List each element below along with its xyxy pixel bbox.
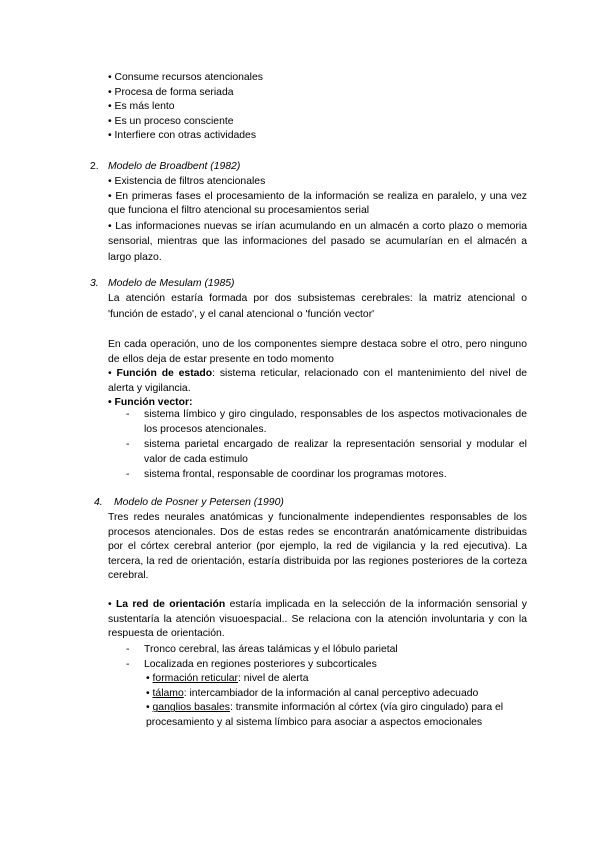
list-item: • Interfiere con otras actividades	[108, 130, 257, 142]
section-body	[108, 291, 527, 411]
bold-term: Función de estado	[116, 368, 213, 380]
section-number: 3.	[90, 278, 99, 289]
bullet-item: • Las informaciones nuevas se irían acumulando en un almacén a corto plazo o memoria sensorial, mientras que las informaciones del pasado se acumularían en el almacén a largo plazo.	[108, 220, 527, 263]
list-a	[108, 71, 508, 144]
term: formación reticular	[152, 673, 238, 685]
bullet: •	[146, 687, 153, 699]
sub-list-item	[144, 701, 527, 730]
section-title: Modelo de Mesulam (1985)	[108, 278, 235, 289]
paragraph: En cada operación, uno de los componentes siempre destaca sobre el otro, pero ninguno de ellos deja de estar presente en todo momento	[108, 339, 527, 365]
list-item	[108, 643, 527, 658]
sub-list-item	[144, 687, 527, 702]
section-title: Modelo de Broadbent (1982)	[108, 161, 241, 172]
list-item	[108, 408, 527, 437]
bullet-item: • Existencia de filtros atencionales	[108, 176, 266, 187]
term: ganglios basales	[152, 702, 230, 714]
list-item: • Consume recursos atencionales	[108, 72, 263, 83]
list-text: Localizada en regiones posteriores y subcorticales	[144, 658, 377, 670]
bullet-item: • Función vector:	[108, 397, 193, 409]
list-text: Tronco cerebral, las áreas talámicas y el lóbulo parietal	[144, 644, 398, 655]
paragraph: La atención estaría formada por dos subsistemas cerebrales: la matriz atencional o 'función de estado', y el canal atencional o 'función vector'	[108, 293, 527, 320]
bullet-text: estaría implicada en la selección de la información sensorial y sustentaría la atención visuoespacial.. Se relaciona con la atención involuntaria y con la respuesta de orientación.	[108, 598, 527, 640]
bullet: •	[146, 702, 153, 714]
dash-marker: -	[126, 469, 130, 481]
dash-marker: -	[126, 658, 130, 670]
bold-term: La red de orientación	[115, 598, 226, 610]
section-body	[108, 175, 527, 265]
term-description: : transmite información al córtex (vía giro cingulado) para el procesamiento y al sistema límbico para asociar a aspectos emocionales	[146, 702, 504, 728]
section-number: 2.	[90, 161, 99, 172]
list-item: • Es un proceso consciente	[108, 115, 234, 127]
bullet-item	[108, 367, 527, 396]
list-item: • Es más lento	[108, 101, 175, 113]
list-item	[108, 438, 527, 467]
sub-list	[144, 672, 527, 730]
bullet-text: : sistema reticular, relacionado con el mantenimiento del nivel de alerta y vigilancia.	[108, 368, 528, 394]
list-text: sistema límbico y giro cingulado, responsables de los aspectos motivacionales de los procesos atencionales.	[144, 409, 527, 435]
section-body	[108, 511, 527, 642]
paragraph: Tres redes neurales anatómicas y funcionalmente independientes responsables de los procesos atencionales. Dos de estas redes se encontrarán anatómicamente distribuidas por el córtex cerebral anterior (por ejemplo, la red de vigilancia y la red ejecutiva). La tercera, la red de orientación, estaría distribuida por las regiones posteriores de la corteza cerebral.	[108, 512, 527, 582]
list-text: sistema frontal, responsable de coordinar los programas motores.	[144, 469, 447, 481]
sub-list-item	[144, 672, 527, 687]
bullet: •	[146, 673, 153, 685]
list-item: • Procesa de forma seriada	[108, 86, 234, 98]
list-item	[108, 468, 527, 483]
list-text: sistema parietal encargado de realizar la representación sensorial y modular el valor de cada estimulo	[144, 439, 527, 465]
bullet: •	[108, 368, 117, 380]
dash-marker: -	[126, 644, 130, 655]
bullet-item	[108, 598, 527, 642]
bullet-item: • En primeras fases el procesamiento de la información se realiza en paralelo, y una vez que funciona el filtro atencional su procesamientos serial	[108, 190, 527, 217]
list-item	[108, 658, 527, 673]
term-description: : intercambiador de la información al canal perceptivo adecuado	[183, 687, 479, 699]
dash-list	[108, 408, 527, 483]
term-description: : nivel de alerta	[238, 673, 309, 685]
bullet: •	[108, 598, 116, 610]
dash-list	[108, 643, 527, 731]
section-title: Modelo de Posner y Petersen (1990)	[114, 497, 284, 508]
term: tálamo	[152, 687, 184, 699]
dash-marker: -	[126, 409, 130, 420]
dash-marker: -	[126, 439, 130, 451]
section-number: 4.	[94, 497, 103, 508]
